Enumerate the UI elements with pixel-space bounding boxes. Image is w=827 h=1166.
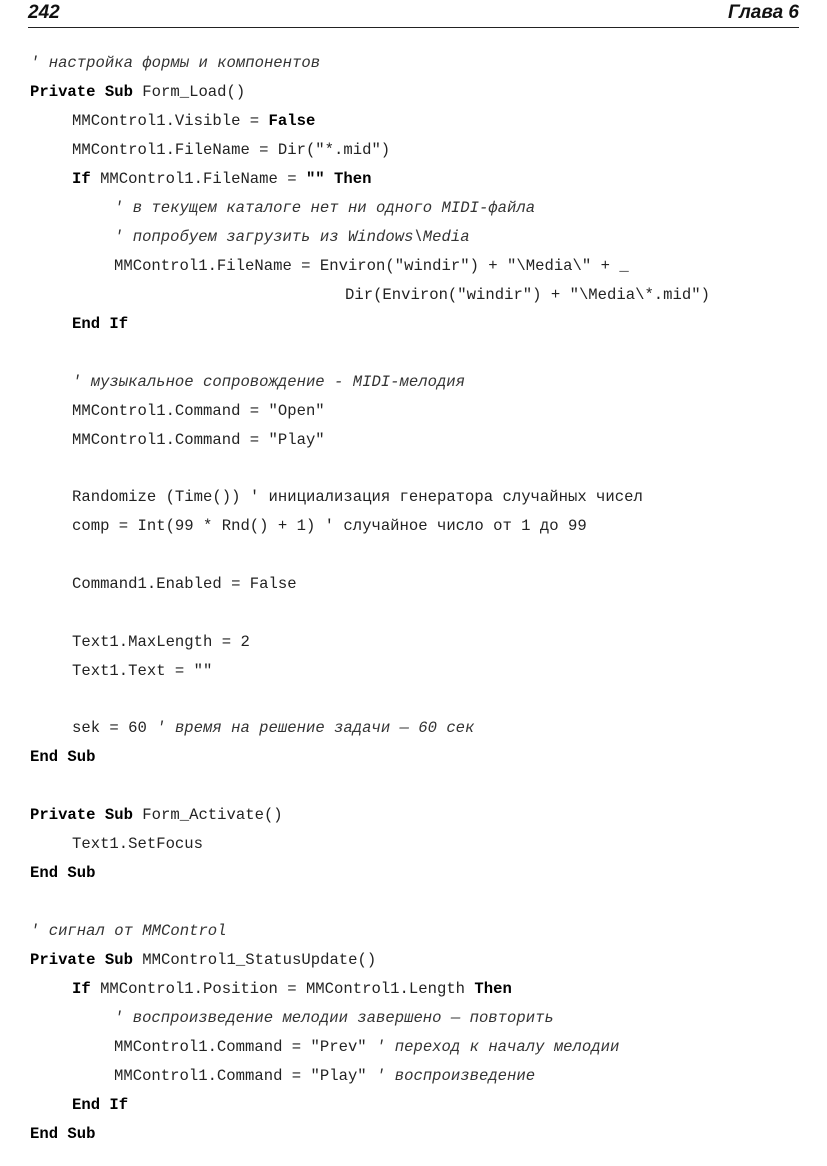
code-keyword: End Sub [30, 748, 96, 767]
code-comment: ' переход к началу мелодии [376, 1037, 620, 1056]
code-keyword: Then [474, 979, 512, 998]
blank-line [30, 888, 810, 917]
code-text: Command1.Enabled = False [72, 575, 297, 594]
chapter-title: Глава 6 [728, 2, 799, 23]
code-text: Text1.MaxLength = 2 [72, 632, 250, 651]
code-keyword: End Sub [30, 864, 96, 883]
code-comment: ' воспроизведение [376, 1066, 536, 1085]
code-comment: ' время на решение задачи — 60 сек [156, 719, 475, 738]
code-keyword: Private Sub [30, 83, 133, 101]
code-text: MMControl1.FileName = Dir("*.mid") [72, 141, 391, 159]
code-comment: ' инициализация генератора случайных чисел [249, 488, 643, 507]
code-keyword: "" Then [305, 170, 372, 188]
blank-line [30, 455, 810, 484]
code-line [30, 628, 810, 657]
blank-line [30, 686, 810, 715]
code-text: Text1.SetFocus [72, 835, 204, 854]
code-line [30, 78, 810, 107]
code-line [30, 252, 810, 281]
code-line [30, 1033, 810, 1062]
code-comment: ' сигнал от MMControl [30, 921, 227, 940]
code-text: comp = Int(99 * Rnd() + 1) [72, 517, 325, 536]
code-line [30, 1120, 810, 1149]
code-line [30, 483, 810, 512]
code-line [30, 657, 810, 686]
code-comment: ' в текущем каталоге нет ни одного MIDI-файла [114, 199, 536, 217]
code-line [30, 1062, 810, 1091]
code-text: MMControl1.Position = MMControl1.Length [90, 979, 475, 998]
code-text: MMControl1_StatusUpdate() [132, 950, 377, 969]
code-text: Text1.Text = "" [72, 661, 213, 680]
code-line [30, 743, 810, 772]
code-line [30, 946, 810, 975]
code-keyword: False [268, 112, 316, 130]
code-text: MMControl1.Command = "Play" [114, 1066, 377, 1085]
code-line [30, 426, 810, 455]
code-comment: ' попробуем загрузить из Windows\Media [114, 228, 470, 246]
code-keyword: If [72, 979, 91, 998]
blank-line [30, 772, 810, 801]
code-line [30, 830, 810, 859]
code-keyword: End Sub [30, 1124, 96, 1143]
code-line [30, 859, 810, 888]
code-line [30, 165, 810, 194]
code-text: Form_Activate() [132, 806, 283, 825]
code-line [30, 310, 810, 339]
code-text: Dir(Environ("windir") + "\Media\*.mid") [345, 286, 710, 304]
code-keyword: End If [72, 1095, 129, 1114]
code-text: Randomize (Time()) [72, 488, 250, 507]
blank-line [30, 339, 810, 368]
code-line [30, 917, 810, 946]
code-text: MMControl1.Command = "Prev" [114, 1037, 377, 1056]
code-line [30, 223, 810, 252]
code-keyword: If [72, 170, 91, 188]
code-comment: ' случайное число от 1 до 99 [324, 517, 587, 536]
code-line [30, 136, 810, 165]
code-keyword: Private Sub [30, 950, 133, 969]
code-line [30, 570, 810, 599]
page-number: 242 [28, 2, 60, 23]
code-listing [30, 49, 810, 1149]
code-line [30, 281, 810, 310]
blank-line [30, 541, 810, 570]
code-line [30, 107, 810, 136]
code-comment: ' музыкальное сопровождение - MIDI-мелодия [72, 372, 466, 391]
code-line [30, 397, 810, 426]
code-keyword: End If [72, 315, 129, 333]
code-text: MMControl1.Command = "Play" [72, 430, 325, 449]
code-line [30, 801, 810, 830]
code-line [30, 1091, 810, 1120]
code-text: MMControl1.Command = "Open" [72, 401, 325, 420]
code-line [30, 714, 810, 743]
code-line [30, 975, 810, 1004]
code-text: MMControl1.Visible = [72, 112, 269, 130]
code-text: MMControl1.FileName = [90, 170, 306, 188]
code-line [30, 194, 810, 223]
code-keyword: Private Sub [30, 806, 133, 825]
code-text: MMControl1.FileName = Environ("windir") + "\Media\" + _ [114, 257, 629, 275]
code-text: sek = 60 [72, 719, 157, 738]
code-line [30, 368, 810, 397]
code-comment: ' настройка формы и компонентов [30, 54, 321, 72]
code-text: Form_Load() [132, 83, 246, 101]
page-header [28, 0, 799, 28]
blank-line [30, 599, 810, 628]
code-line [30, 49, 810, 78]
code-line [30, 512, 810, 541]
code-line [30, 1004, 810, 1033]
code-comment: ' воспроизведение мелодии завершено — повторить [114, 1008, 554, 1027]
